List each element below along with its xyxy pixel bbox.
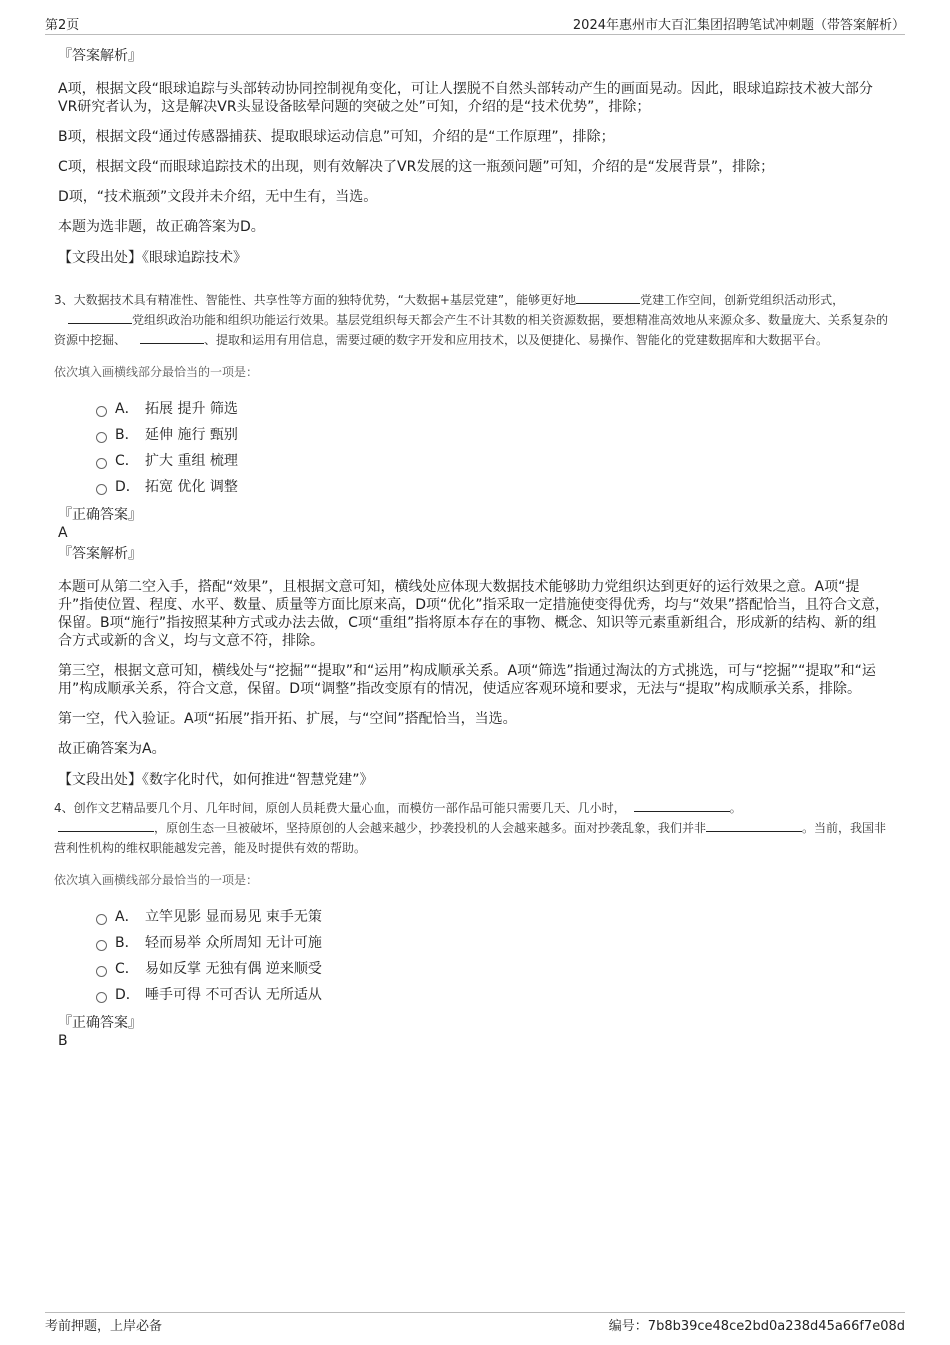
question-4-text: 4、创作文艺精品要几个月、几年时间，原创人员耗费大量心血，而模仿一部作品可能只需要几天、几小时， 。 ，原创生态一旦被破坏，坚持原创的人会越来越少，抄袭投机的人会越来越多。面对抄袭乱象，我们并非 。当前，我国非营利性机构的维权职能越发完善，能及时提供有效的帮助。	[54, 801, 887, 855]
radio-icon[interactable]	[96, 992, 107, 1003]
page-number: 第2页	[45, 18, 80, 33]
document-body	[54, 46, 890, 1060]
radio-icon[interactable]	[96, 432, 107, 443]
analysis-paragraph: C项，根据文段“而眼球追踪技术的出现，则有效解决了VR发展的这一瓶颈问题”可知，介绍的是“发展背景”，排除；	[58, 159, 775, 175]
fill-blank	[634, 799, 730, 812]
analysis-paragraph: A项，根据文段“眼球追踪与头部转动协同控制视角变化，可让人摆脱不自然头部转动产生的画面晃动。因此，眼球追踪技术被大部分VR研究者认为，这是解决VR头显设备眩晕问题的突破之处”可知，介绍的是“技术优势”，排除；	[58, 81, 873, 115]
question-prompt: 依次填入画横线部分最恰当的一项是：	[54, 365, 259, 379]
document-title: 2024年惠州市大百汇集团招聘笔试冲刺题（带答案解析）	[572, 18, 905, 33]
footer-slogan: 考前押题，上岸必备	[45, 1319, 163, 1334]
analysis-paragraph: D项，“技术瓶颈”文段并未介绍，无中生有，当选。	[58, 189, 378, 205]
option-d[interactable]: D． 唾手可得 不可否认 无所适从	[96, 982, 890, 1008]
question-prompt: 依次填入画横线部分最恰当的一项是：	[54, 873, 259, 887]
option-b[interactable]: B． 轻而易举 众所周知 无计可施	[96, 930, 890, 956]
analysis-paragraph: 本题可从第二空入手，搭配“效果”，且根据文意可知，横线处应体现大数据技术能够助力党组织达到更好的运行效果之意。A项“提升”指使位置、程度、水平、数量、质量等方面比原来高，D项“优化”指采取一定措施使变得优秀，均与“效果”搭配恰当，且符合文意，保留。B项“施行”指按照某种方式或办法去做，C项“重组”指将原本存在的事物、概念、知识等元素重新组合，形成新的结构、新的组合方式或新的含义，均与文意不符，排除。	[58, 579, 890, 649]
analysis-tag: 『答案解析』	[58, 546, 142, 562]
option-list	[96, 396, 890, 500]
option-a[interactable]: A． 立竿见影 显而易见 束手无策	[96, 904, 890, 930]
radio-icon[interactable]	[96, 406, 107, 417]
radio-icon[interactable]	[96, 484, 107, 495]
radio-icon[interactable]	[96, 966, 107, 977]
analysis-tag: 『答案解析』	[58, 48, 142, 64]
page-header	[45, 14, 905, 35]
radio-icon[interactable]	[96, 458, 107, 469]
option-a[interactable]: A． 拓展 提升 筛选	[96, 396, 890, 422]
analysis-paragraph: 第三空，根据文意可知，横线处与“挖掘”“提取”和“运用”构成顺承关系。A项“筛选”指通过淘汰的方式挑选，可与“挖掘”“提取”和“运用”构成顺承关系，符合文意，保留。D项“调整”指改变原有的情况，使适应客观环境和要求，无法与“提取”构成顺承关系，排除。	[58, 663, 876, 697]
correct-answer-tag: 『正确答案』	[58, 1015, 142, 1031]
fill-blank	[576, 291, 640, 304]
radio-icon[interactable]	[96, 914, 107, 925]
page-footer	[45, 1312, 905, 1337]
analysis-paragraph: B项，根据文段“通过传感器捕获、提取眼球运动信息”可知，介绍的是“工作原理”，排除；	[58, 129, 615, 145]
option-d[interactable]: D． 拓宽 优化 调整	[96, 474, 890, 500]
correct-answer-tag: 『正确答案』	[58, 507, 142, 523]
option-list	[96, 904, 890, 1008]
fill-blank	[140, 331, 204, 344]
fill-blank	[58, 819, 154, 832]
analysis-paragraph: 第一空，代入验证。A项“拓展”指开拓、扩展，与“空间”搭配恰当，当选。	[58, 711, 517, 727]
radio-icon[interactable]	[96, 940, 107, 951]
text-source: 【文段出处】《眼球追踪技术》	[58, 250, 247, 266]
fill-blank	[706, 819, 802, 832]
option-c[interactable]: C． 扩大 重组 梳理	[96, 448, 890, 474]
document-id: 编号：7b8b39ce48ce2bd0a238d45a66f7e08d	[608, 1319, 905, 1334]
option-c[interactable]: C． 易如反掌 无独有偶 逆来顺受	[96, 956, 890, 982]
question-3-text: 3、大数据技术具有精准性、智能性、共享性等方面的独特优势，“大数据+基层党建”，能够更好地 党建工作空间，创新党组织活动形式，党组织政治功能和组织功能运行效果。基层党组织每天都会产生不计其数的相关资源数据，要想精准高效地从来源众多、数量庞大、关系复杂的资源中挖掘、 、提取和运用有用信息，需要过硬的数字开发和应用技术，以及便捷化、易操作、智能化的党建数据库和大数据平台。	[54, 293, 889, 347]
option-b[interactable]: B． 延伸 施行 甄别	[96, 422, 890, 448]
correct-answer: A	[58, 525, 68, 541]
text-source: 【文段出处】《数字化时代，如何推进“智慧党建”》	[58, 772, 374, 788]
fill-blank	[68, 311, 132, 324]
correct-answer: B	[58, 1033, 68, 1049]
analysis-paragraph: 故正确答案为A。	[58, 741, 166, 757]
analysis-paragraph: 本题为选非题，故正确答案为D。	[58, 219, 265, 235]
